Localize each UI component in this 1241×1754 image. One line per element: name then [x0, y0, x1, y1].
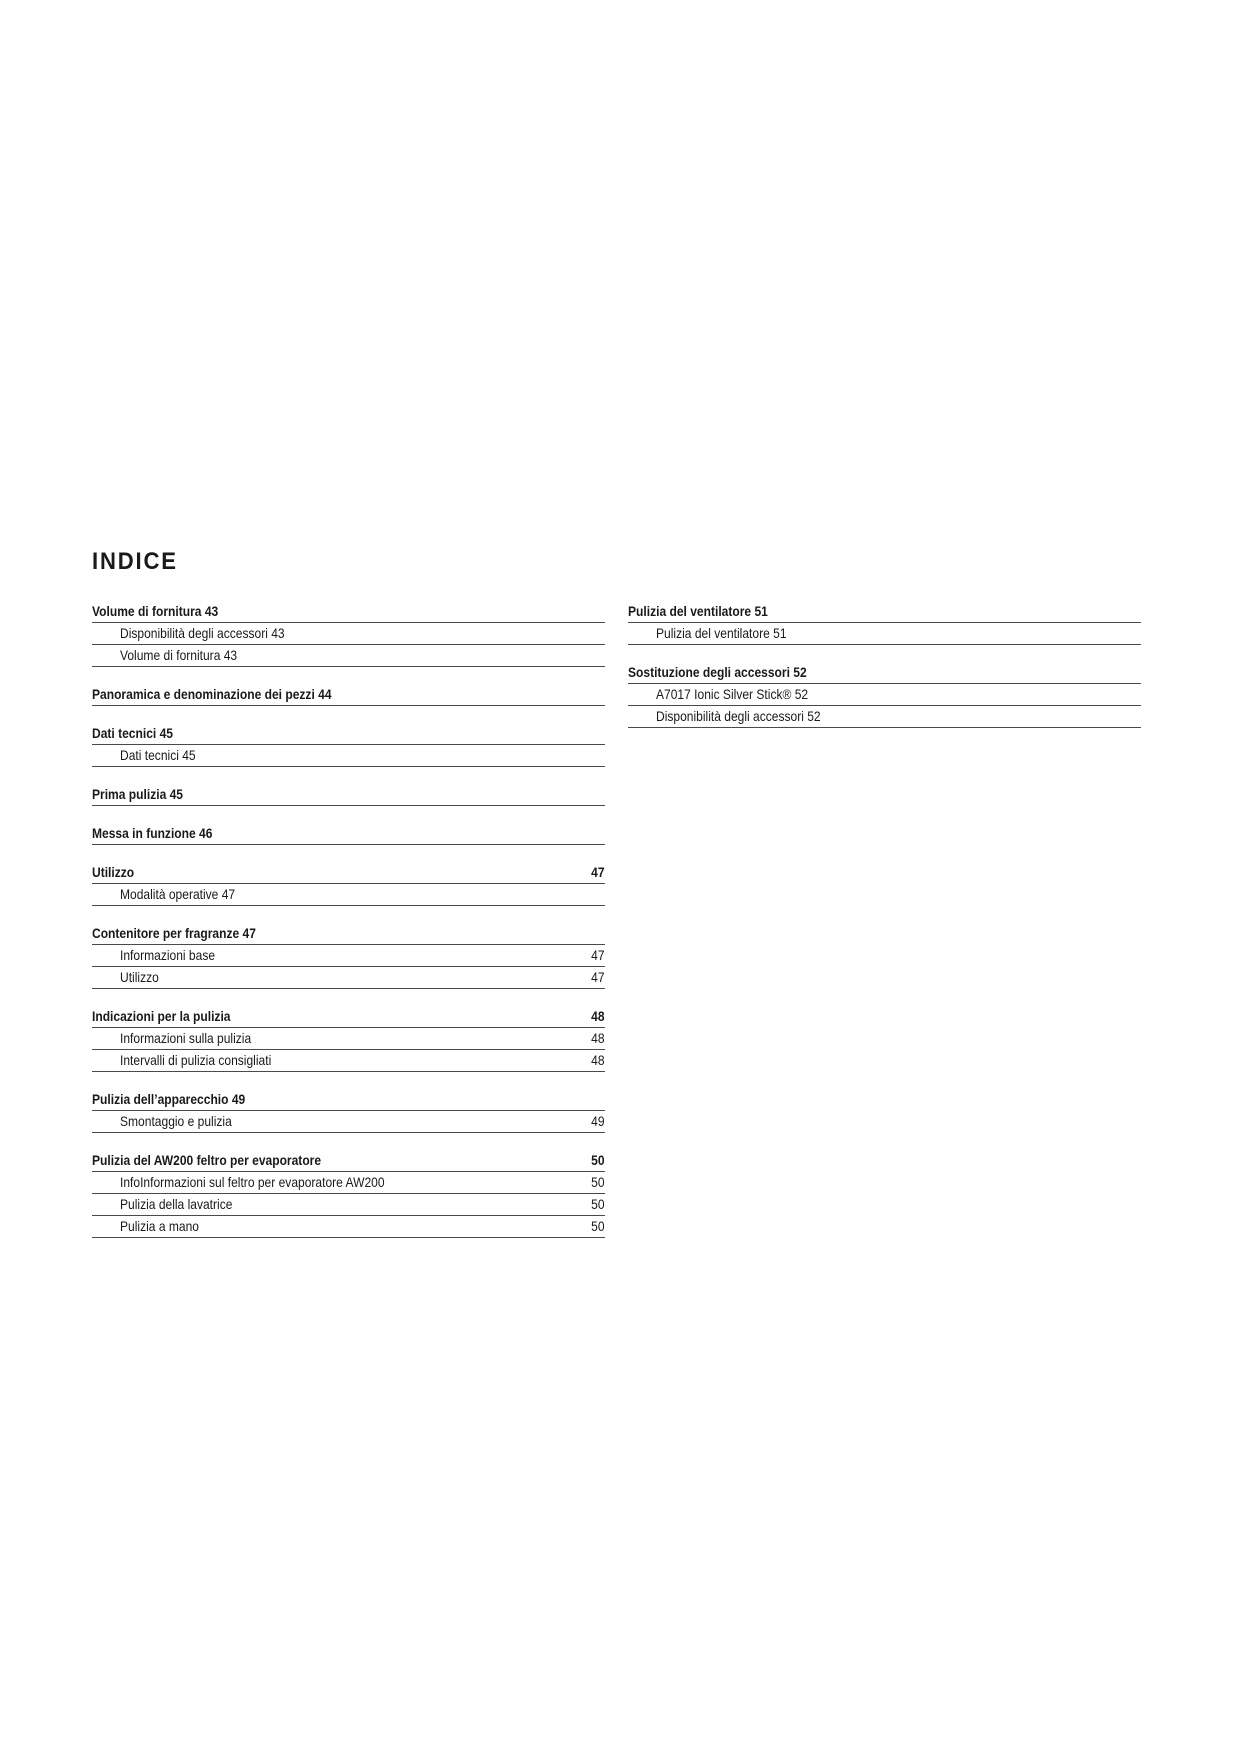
- toc-entry[interactable]: [628, 684, 1141, 706]
- toc-heading[interactable]: [92, 823, 605, 845]
- toc-entry-page-number: 47: [591, 947, 605, 963]
- toc-entry[interactable]: [628, 706, 1141, 728]
- toc-entry-label: InfoInformazioni sul feltro per evaporatore AW200: [120, 1174, 385, 1190]
- toc-entry-page-number: 48: [591, 1030, 605, 1046]
- toc-heading-label: Panoramica e denominazione dei pezzi 44: [92, 686, 332, 702]
- toc-heading[interactable]: [628, 662, 1141, 684]
- toc-heading-label: Indicazioni per la pulizia: [92, 1008, 231, 1024]
- toc-entry-page-number: 50: [591, 1218, 605, 1234]
- toc-entry-page-number: 50: [591, 1196, 605, 1212]
- toc-entry-label: Pulizia della lavatrice: [120, 1196, 233, 1212]
- toc-entry-label: Pulizia a mano: [120, 1218, 199, 1234]
- toc-entry[interactable]: [92, 1216, 605, 1238]
- toc-right-column: [628, 601, 1141, 745]
- toc-heading-label: Pulizia del AW200 feltro per evaporatore: [92, 1152, 322, 1168]
- toc-entry-label: Informazioni base: [120, 947, 216, 963]
- toc-heading-label: Messa in funzione 46: [92, 825, 213, 841]
- toc-entry-label: Pulizia del ventilatore 51: [656, 625, 787, 641]
- toc-heading-page-number: 48: [591, 1008, 605, 1024]
- toc-heading[interactable]: [92, 923, 605, 945]
- toc-entry[interactable]: [92, 1194, 605, 1216]
- toc-section: [92, 601, 605, 667]
- toc-entry-page-number: 48: [591, 1052, 605, 1068]
- toc-heading-label: Sostituzione degli accessori 52: [628, 664, 807, 680]
- toc-entry[interactable]: [92, 884, 605, 906]
- toc-heading-label: Volume di fornitura 43: [92, 603, 219, 619]
- toc-heading-label: Pulizia del ventilatore 51: [628, 603, 768, 619]
- toc-heading[interactable]: [92, 601, 605, 623]
- toc-heading[interactable]: [628, 601, 1141, 623]
- toc-entry[interactable]: [92, 967, 605, 989]
- toc-section: [92, 684, 605, 706]
- toc-entry-label: Volume di fornitura 43: [120, 647, 238, 663]
- toc-entry-label: Intervalli di pulizia consigliati: [120, 1052, 272, 1068]
- toc-heading-label: Utilizzo: [92, 864, 135, 880]
- toc-entry[interactable]: [628, 623, 1141, 645]
- toc-entry-label: Utilizzo: [120, 969, 159, 985]
- toc-heading[interactable]: [92, 1006, 605, 1028]
- toc-entry-label: Smontaggio e pulizia: [120, 1113, 232, 1129]
- toc-entry-page-number: 50: [591, 1174, 605, 1190]
- toc-entry-page-number: 47: [591, 969, 605, 985]
- toc-heading[interactable]: [92, 723, 605, 745]
- toc-heading-page-number: 50: [591, 1152, 605, 1168]
- toc-section: [92, 1006, 605, 1072]
- toc-heading-page-number: 47: [591, 864, 605, 880]
- toc-section: [92, 1089, 605, 1133]
- page-title: INDICE: [92, 548, 178, 575]
- toc-entry-label: Modalità operative 47: [120, 886, 236, 902]
- toc-section: [92, 784, 605, 806]
- toc-entry[interactable]: [92, 645, 605, 667]
- toc-entry[interactable]: [92, 1111, 605, 1133]
- toc-entry-label: Informazioni sulla pulizia: [120, 1030, 252, 1046]
- toc-entry[interactable]: [92, 745, 605, 767]
- toc-heading[interactable]: [92, 684, 605, 706]
- toc-heading-label: Dati tecnici 45: [92, 725, 173, 741]
- toc-left-column: [92, 601, 605, 1255]
- toc-heading[interactable]: [92, 862, 605, 884]
- toc-entry[interactable]: [92, 1028, 605, 1050]
- toc-entry[interactable]: [92, 1172, 605, 1194]
- toc-heading[interactable]: [92, 1150, 605, 1172]
- toc-section: [628, 601, 1141, 645]
- toc-entry-label: Disponibilità degli accessori 43: [120, 625, 285, 641]
- toc-heading-label: Prima pulizia 45: [92, 786, 184, 802]
- toc-entry-label: A7017 Ionic Silver Stick® 52: [656, 686, 809, 702]
- toc-section: [92, 923, 605, 989]
- toc-entry[interactable]: [92, 623, 605, 645]
- toc-heading-label: Pulizia dell’apparecchio 49: [92, 1091, 246, 1107]
- toc-section: [92, 862, 605, 906]
- toc-entry-label: Dati tecnici 45: [120, 747, 196, 763]
- toc-entry-label: Disponibilità degli accessori 52: [656, 708, 821, 724]
- toc-entry[interactable]: [92, 945, 605, 967]
- toc-section: [92, 1150, 605, 1238]
- toc-heading-label: Contenitore per fragranze 47: [92, 925, 256, 941]
- toc-heading[interactable]: [92, 1089, 605, 1111]
- toc-section: [92, 823, 605, 845]
- toc-heading[interactable]: [92, 784, 605, 806]
- toc-entry[interactable]: [92, 1050, 605, 1072]
- toc-entry-page-number: 49: [591, 1113, 605, 1129]
- toc-section: [628, 662, 1141, 728]
- toc-section: [92, 723, 605, 767]
